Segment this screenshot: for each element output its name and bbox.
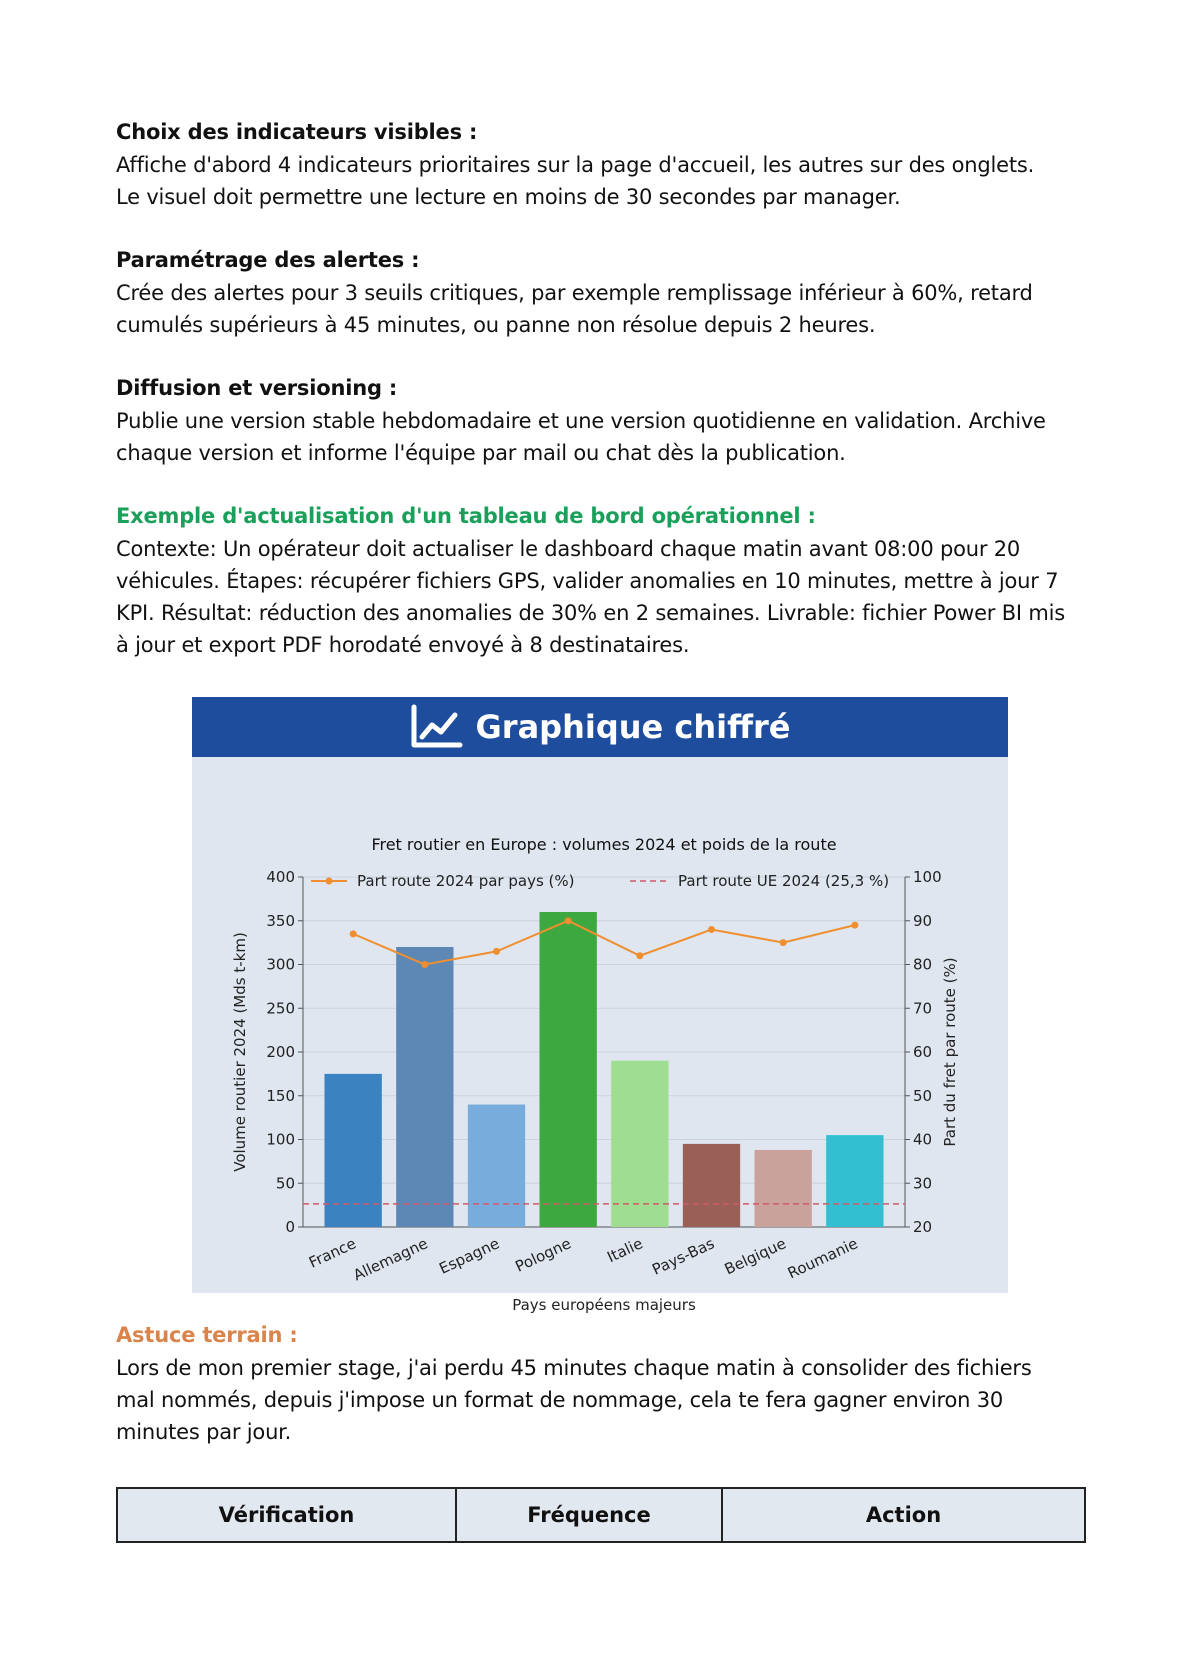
chart-right-tick-label: 40 bbox=[913, 1130, 933, 1149]
section-astuce bbox=[116, 1320, 1086, 1448]
chart-left-tick-label: 300 bbox=[266, 955, 295, 974]
chart-category-label: Pologne bbox=[512, 1234, 574, 1276]
chart-y2-axis-label: Part du fret par route (%) bbox=[941, 957, 959, 1147]
chart-bar bbox=[826, 1135, 883, 1227]
chart-right-tick-label: 60 bbox=[913, 1043, 933, 1061]
section-alertes bbox=[116, 245, 1086, 341]
section-heading: Paramétrage des alertes : bbox=[116, 248, 420, 272]
table-header-action: Action bbox=[722, 1488, 1085, 1542]
chart-right-tick-label: 100 bbox=[913, 868, 942, 886]
chart-bar bbox=[540, 912, 597, 1227]
table-header-verification: Vérification bbox=[117, 1488, 456, 1542]
chart-line-point bbox=[565, 917, 572, 924]
chart-line-point bbox=[708, 926, 715, 933]
chart-category-label: Pays-Bas bbox=[649, 1234, 718, 1279]
chart-line-point bbox=[493, 948, 500, 955]
chart-legend-label: Part route UE 2024 (25,3 %) bbox=[678, 872, 890, 890]
chart-line-point bbox=[851, 922, 858, 929]
chart-title: Fret routier en Europe : volumes 2024 et poids de la route bbox=[371, 835, 837, 854]
chart-panel bbox=[192, 697, 1008, 1314]
chart-category-label: Belgique bbox=[721, 1234, 789, 1279]
chart-banner bbox=[192, 697, 1008, 757]
section-heading: Diffusion et versioning : bbox=[116, 376, 398, 400]
chart-right-tick-label: 50 bbox=[913, 1086, 933, 1105]
chart-left-tick-label: 0 bbox=[285, 1218, 295, 1236]
section-text: Affiche d'abord 4 indicateurs prioritaires sur la page d'accueil, les autres sur des onglets. Le visuel doit permettre une lecture en moins de 30 secondes par manager. bbox=[116, 153, 1035, 209]
chart-bar bbox=[683, 1144, 740, 1227]
chart-svg bbox=[192, 757, 1008, 1314]
chart-right-tick-label: 90 bbox=[913, 911, 933, 930]
verification-table bbox=[116, 1487, 1086, 1543]
section-text: Publie une version stable hebdomadaire et une version quotidienne en validation. Archive chaque version et informe l'équipe par mail ou chat dès la publication. bbox=[116, 409, 1046, 465]
chart-left-tick-label: 150 bbox=[266, 1086, 295, 1105]
chart-bar bbox=[611, 1061, 668, 1227]
chart-y-axis-label: Volume routier 2024 (Mds t-km) bbox=[231, 932, 249, 1172]
section-diffusion bbox=[116, 373, 1086, 469]
chart-left-tick-label: 50 bbox=[275, 1174, 295, 1193]
chart-category-label: France bbox=[306, 1234, 359, 1272]
section-exemple bbox=[116, 501, 1086, 661]
table-header-frequence: Fréquence bbox=[456, 1488, 722, 1542]
chart-line-point bbox=[350, 930, 357, 937]
line-chart-icon bbox=[410, 705, 462, 749]
section-heading: Exemple d'actualisation d'un tableau de bord opérationnel : bbox=[116, 504, 816, 528]
chart-left-tick-label: 250 bbox=[266, 999, 295, 1018]
chart-x-axis-label: Pays européens majeurs bbox=[512, 1296, 696, 1314]
chart-bar bbox=[755, 1150, 812, 1227]
section-text: Contexte: Un opérateur doit actualiser le dashboard chaque matin avant 08:00 pour 20 véhicules. Étapes: récupérer fichiers GPS, valider anomalies en 10 minutes, mettre à jour 7 KPI. Résultat: réduction des anomalies de 30% en 2 semaines. Livrable: fichier Power BI mis à jour et export PDF horodaté envoyé à 8 destinataires. bbox=[116, 537, 1065, 657]
section-indicateurs bbox=[116, 117, 1086, 213]
chart-right-tick-label: 30 bbox=[913, 1174, 933, 1193]
chart-bar bbox=[468, 1105, 525, 1228]
chart-legend-label: Part route 2024 par pays (%) bbox=[357, 872, 575, 890]
section-heading: Choix des indicateurs visibles : bbox=[116, 120, 478, 144]
chart-left-tick-label: 100 bbox=[266, 1130, 295, 1149]
chart-right-tick-label: 20 bbox=[913, 1218, 933, 1236]
chart-category-label: Allemagne bbox=[350, 1234, 431, 1285]
chart-line-point bbox=[636, 952, 643, 959]
section-heading: Astuce terrain : bbox=[116, 1323, 298, 1347]
chart-left-tick-label: 350 bbox=[266, 911, 295, 930]
chart-category-label: Roumanie bbox=[784, 1234, 861, 1283]
chart-line-point bbox=[780, 939, 787, 946]
chart-right-tick-label: 80 bbox=[913, 955, 933, 974]
chart-bar bbox=[396, 947, 453, 1227]
chart-left-tick-label: 200 bbox=[266, 1043, 295, 1061]
chart-line-point bbox=[421, 961, 428, 968]
chart-left-tick-label: 400 bbox=[266, 868, 295, 886]
section-text: Lors de mon premier stage, j'ai perdu 45 minutes chaque matin à consolider des fichiers mal nommés, depuis j'impose un format de nommage, cela te fera gagner environ 30 minutes par jour. bbox=[116, 1356, 1032, 1444]
chart-banner-title: Graphique chiffré bbox=[475, 708, 791, 746]
section-text: Crée des alertes pour 3 seuils critiques, par exemple remplissage inférieur à 60%, retard cumulés supérieurs à 45 minutes, ou panne non résolue depuis 2 heures. bbox=[116, 281, 1033, 337]
table-header-row bbox=[117, 1488, 1085, 1542]
chart-category-label: Espagne bbox=[436, 1234, 503, 1278]
chart-legend-line-marker bbox=[326, 878, 333, 885]
chart-right-tick-label: 70 bbox=[913, 999, 933, 1018]
chart-category-label: Italie bbox=[604, 1234, 646, 1267]
